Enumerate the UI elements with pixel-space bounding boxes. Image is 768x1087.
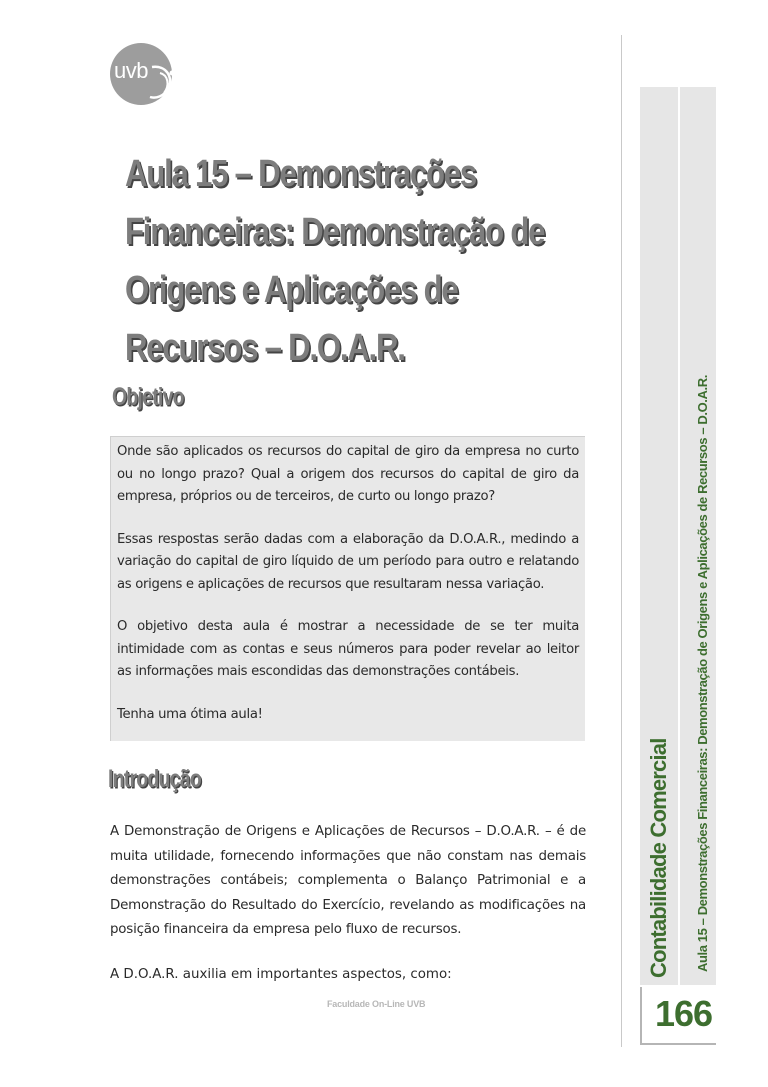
logo-text: uvb: [114, 58, 148, 83]
page-number: 166: [655, 993, 713, 1034]
sidebar-course-title: Contabilidade Comercial: [646, 738, 671, 978]
objective-paragraph: Essas respostas serão dadas com a elaboração da D.O.A.R., medindo a variação do capital de giro líquido de um período para outro e relatando as origens e aplicações de recursos que resultaram nessa variação.: [117, 531, 579, 592]
objective-paragraph: Tenha uma ótima aula!: [117, 706, 263, 722]
objective-box: [110, 436, 585, 741]
introduction-paragraph: A Demonstração de Origens e Aplicações de Recursos – D.O.A.R. – é de muita utilidade, fornecendo informações que não constam nas demais demonstrações contábeis; complementa o Balanço Patrimonial e a Demonstração do Resultado do Exercício, revelando as modificações na posição financeira da empresa pelo fluxo de recursos.: [110, 824, 586, 937]
uvb-logo: [110, 43, 172, 105]
introduction-paragraph-2: A D.O.A.R. auxilia em importantes aspectos, como:: [110, 967, 452, 982]
objective-heading: Objetivo: [112, 383, 184, 411]
objective-paragraph: O objetivo desta aula é mostrar a necessidade de se ter muita intimidade com as contas e seus números para poder revelar ao leitor as informações mais escondidas das demonstrações contábeis.: [117, 619, 579, 679]
objective-paragraph: Onde são aplicados os recursos do capital de giro da empresa no curto ou no longo prazo? Qual a origem dos recursos do capital de giro da empresa, próprios ou de terceiros, de curto ou longo prazo?: [117, 444, 579, 504]
introduction-heading: Introdução: [108, 765, 201, 793]
sidebar-lesson-title: Aula 15 – Demonstrações Financeiras: Demonstração de Origens e Aplicações de Recursos – D.O.A.R.: [695, 375, 710, 972]
margin-divider: [621, 35, 622, 1047]
footer-text: Faculdade On-Line UVB: [327, 999, 426, 1009]
logo-swirl-icon: [146, 63, 180, 101]
page-title: Aula 15 – Demonstrações Financeiras: Demonstração de Origens e Aplicações de Recursos – D.O.A.R.: [125, 153, 545, 369]
